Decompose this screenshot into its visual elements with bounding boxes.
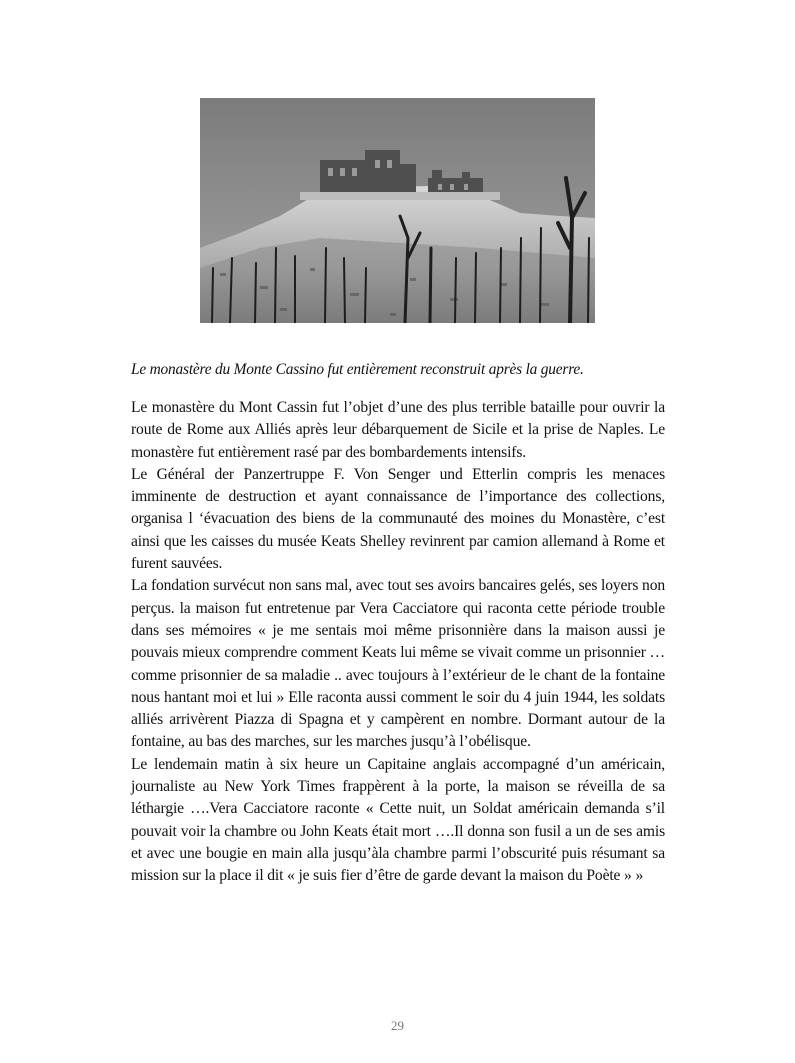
monte-cassino-photo (200, 98, 595, 323)
paragraph-2: Le Général der Panzertruppe F. Von Senger und Etterlin compris les menaces imminente de destruction et ayant connaissance de l’importance des collections, organisa l ‘évacuation des biens de la communauté des moines du Monastère, c’est ainsi que les caisses du musée Keats Shelley revinrent par camion allemand à Rome et furent sauvées. (131, 465, 665, 573)
body-text (131, 397, 665, 888)
paragraph-3: La fondation survécut non sans mal, avec tout ses avoirs bancaires gelés, ses loyers non perçus. la maison fut entretenue par Vera Cacciatore qui raconta cette période trouble dans ses mémoires « je me sentais moi même prisonnière dans la maison aussi je pouvais mieux comprendre comment Keats lui même se vivait comme un prisonnier … comme prisonnier de sa maladie .. avec toujours à l’extérieur de le chant de la fontaine nous hantant moi et lui » Elle raconta aussi comment le soir du 4 juin 1944, les soldats alliés arrivèrent Piazza di Spagna et y campèrent en nombre. Dormant autour de la fontaine, au bas des marches, sur les marches jusqu’à l’obélisque. (131, 577, 665, 751)
paragraph-4: Le lendemain matin à six heure un Capitaine anglais accompagné d’un américain, journaliste au New York Times frappèrent à la porte, la maison se réveilla de sa léthargie ….Vera Cacciatore raconte « Cette nuit, un Soldat américain demanda s’il pouvait voir la chambre ou John Keats était mort ….Il donna son fusil a un de ses amis et avec une bougie en main alla jusqu’àla chambre parmi l’obscurité puis résumant sa mission sur la place il dit « je suis fier d’être de garde devant la maison du Poète » » (131, 755, 665, 885)
paragraph-1: Le monastère du Mont Cassin fut l’objet d’une des plus terrible bataille pour ouvrir la route de Rome aux Alliés après leur débarquement de Sicile et la prise de Naples. Le monastère fut entièrement rasé par des bombardements intensifs. (131, 399, 665, 461)
photo-caption: Le monastère du Monte Cassino fut entièrement reconstruit après la guerre. (131, 361, 584, 378)
photo-drawing (200, 98, 595, 323)
page-number: 29 (391, 1018, 404, 1033)
